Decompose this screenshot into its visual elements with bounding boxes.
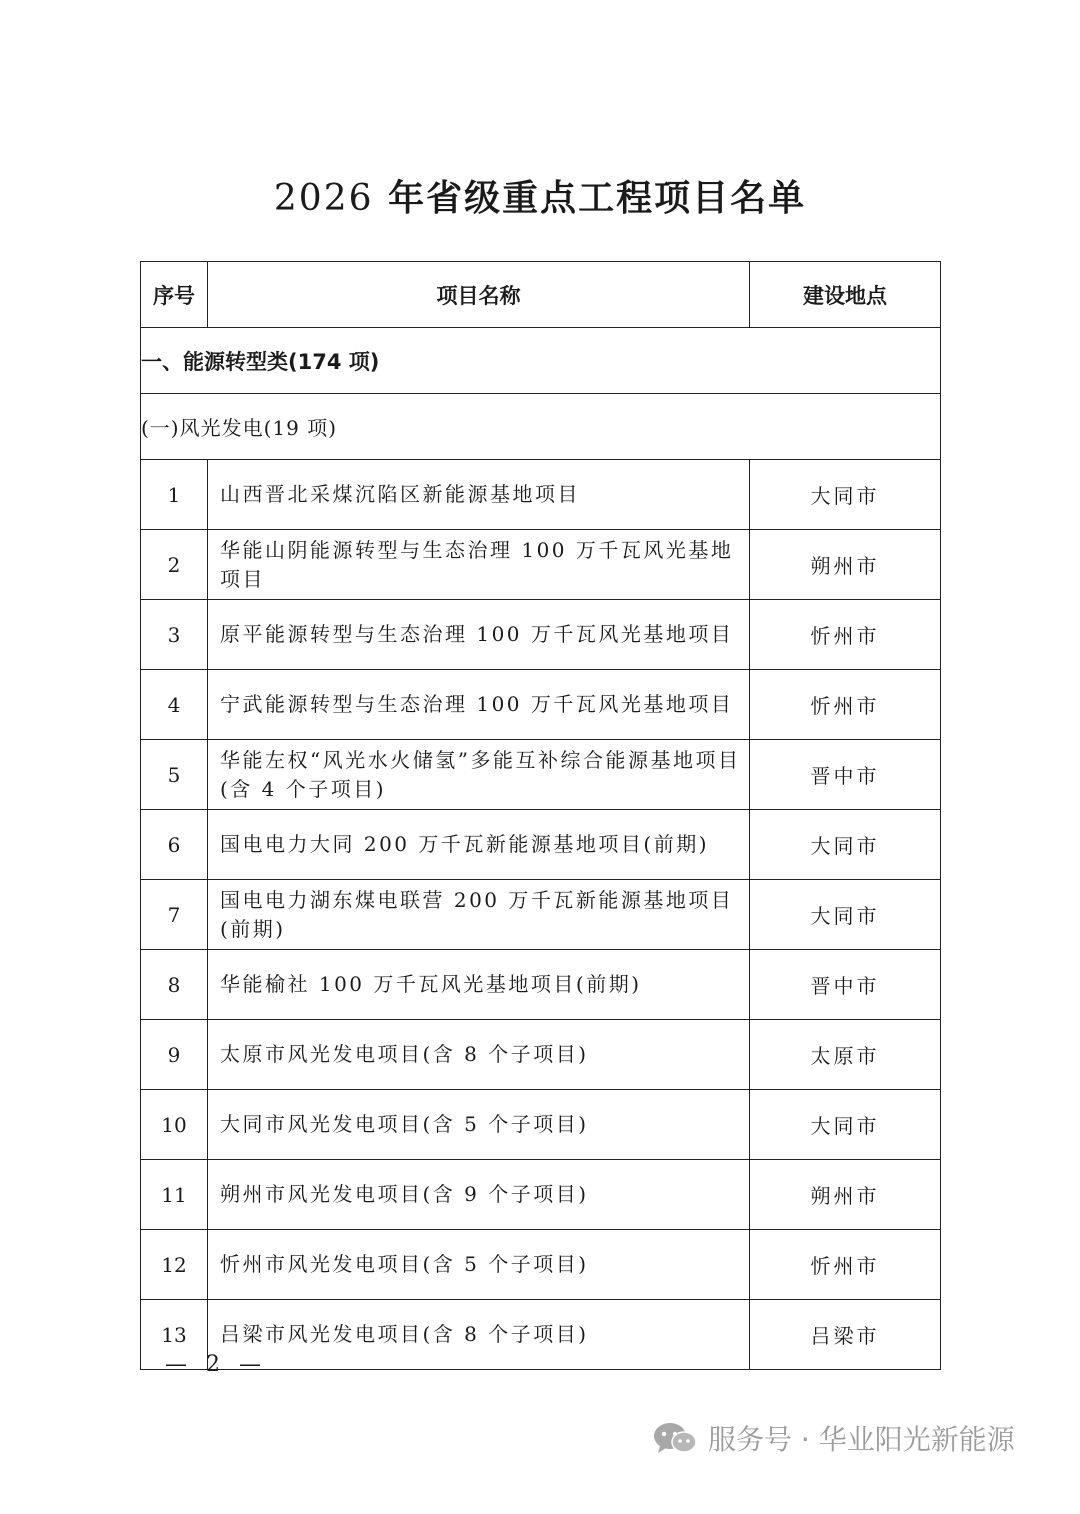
table-row	[141, 1160, 941, 1230]
table-row	[141, 740, 941, 810]
header-name: 项目名称	[208, 262, 750, 328]
table-row	[141, 460, 941, 530]
cell-project-name: 宁武能源转型与生态治理 100 万千瓦风光基地项目	[208, 670, 750, 740]
table-row	[141, 670, 941, 740]
cell-no: 3	[141, 600, 208, 670]
cell-no: 10	[141, 1090, 208, 1160]
cell-location: 晋中市	[750, 950, 941, 1020]
cell-project-name: 华能山阴能源转型与生态治理 100 万千瓦风光基地项目	[208, 530, 750, 600]
cell-no: 12	[141, 1230, 208, 1300]
cell-no: 7	[141, 880, 208, 950]
cell-location: 大同市	[750, 810, 941, 880]
cell-location: 忻州市	[750, 670, 941, 740]
table-row	[141, 1230, 941, 1300]
table-row	[141, 950, 941, 1020]
subcategory-label: (一)风光发电(19 项)	[141, 394, 941, 460]
cell-location: 朔州市	[750, 1160, 941, 1230]
category-row	[141, 328, 941, 394]
cell-project-name: 华能榆社 100 万千瓦风光基地项目(前期)	[208, 950, 750, 1020]
cell-no: 8	[141, 950, 208, 1020]
cell-no: 13	[141, 1300, 208, 1370]
cell-no: 1	[141, 460, 208, 530]
cell-location: 大同市	[750, 1090, 941, 1160]
project-table	[140, 261, 941, 1370]
cell-project-name: 太原市风光发电项目(含 8 个子项目)	[208, 1020, 750, 1090]
cell-location: 太原市	[750, 1020, 941, 1090]
page-number: — 2 —	[165, 1352, 267, 1377]
cell-project-name: 国电电力大同 200 万千瓦新能源基地项目(前期)	[208, 810, 750, 880]
header-no: 序号	[141, 262, 208, 328]
title-year: 2026	[273, 178, 374, 219]
subcategory-row	[141, 394, 941, 460]
table-row	[141, 1090, 941, 1160]
cell-location: 忻州市	[750, 1230, 941, 1300]
watermark	[652, 1418, 1015, 1458]
table-row	[141, 880, 941, 950]
table-header-row	[141, 262, 941, 328]
cell-location: 晋中市	[750, 740, 941, 810]
cell-location: 忻州市	[750, 600, 941, 670]
cell-location: 朔州市	[750, 530, 941, 600]
cell-project-name: 朔州市风光发电项目(含 9 个子项目)	[208, 1160, 750, 1230]
cell-no: 5	[141, 740, 208, 810]
title-text: 年省级重点工程项目名单	[388, 177, 807, 219]
cell-project-name: 山西晋北采煤沉陷区新能源基地项目	[208, 460, 750, 530]
table-row	[141, 530, 941, 600]
cell-no: 4	[141, 670, 208, 740]
cell-no: 6	[141, 810, 208, 880]
cell-project-name: 大同市风光发电项目(含 5 个子项目)	[208, 1090, 750, 1160]
cell-no: 11	[141, 1160, 208, 1230]
cell-project-name: 华能左权“风光水火储氢”多能互补综合能源基地项目(含 4 个子项目)	[208, 740, 750, 810]
cell-no: 2	[141, 530, 208, 600]
cell-location: 吕梁市	[750, 1300, 941, 1370]
header-location: 建设地点	[750, 262, 941, 328]
table-row	[141, 810, 941, 880]
cell-project-name: 国电电力湖东煤电联营 200 万千瓦新能源基地项目(前期)	[208, 880, 750, 950]
document-title	[0, 170, 1080, 221]
cell-project-name: 原平能源转型与生态治理 100 万千瓦风光基地项目	[208, 600, 750, 670]
cell-project-name: 吕梁市风光发电项目(含 8 个子项目)	[208, 1300, 750, 1370]
wechat-icon	[652, 1421, 698, 1455]
category-label: 一、能源转型类(174 项)	[141, 328, 941, 394]
cell-no: 9	[141, 1020, 208, 1090]
cell-location: 大同市	[750, 880, 941, 950]
cell-project-name: 忻州市风光发电项目(含 5 个子项目)	[208, 1230, 750, 1300]
watermark-text: 服务号 · 华业阳光新能源	[708, 1423, 1015, 1456]
cell-location: 大同市	[750, 460, 941, 530]
table-row	[141, 600, 941, 670]
table-row	[141, 1020, 941, 1090]
